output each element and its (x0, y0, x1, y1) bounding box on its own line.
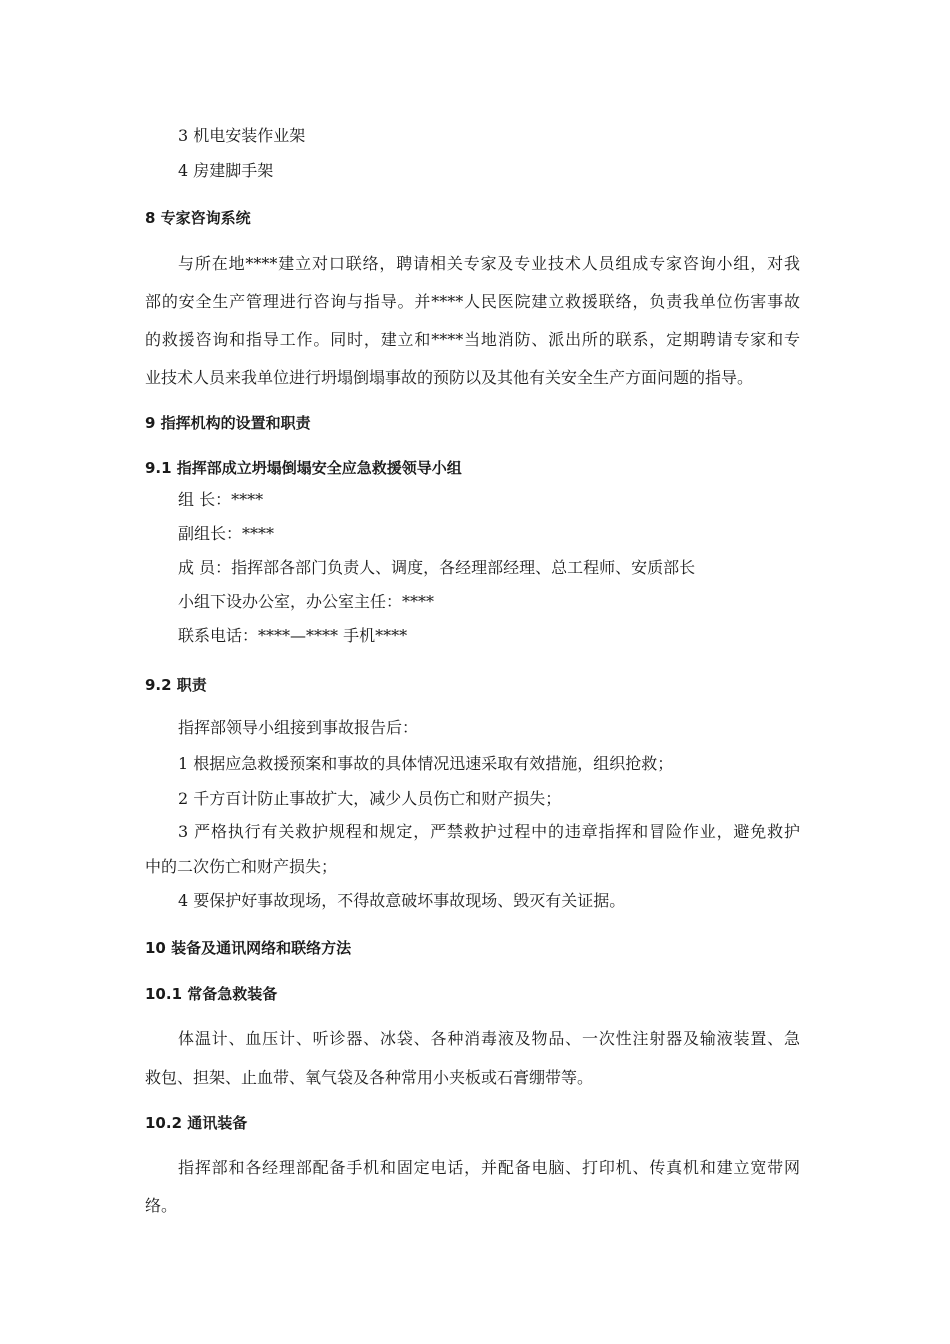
subsection-heading: 9.2 职责 (145, 676, 207, 694)
paragraph-line: 络。 (145, 1196, 178, 1215)
paragraph-line: 的救援咨询和指导工作。同时，建立和****当地消防、派出所的联系，定期聘请专家和专 (145, 330, 800, 349)
list-item: 3 严格执行有关救护规程和规定，严禁救护过程中的违章指挥和冒险作业，避免救护 (178, 822, 800, 841)
member-line: 小组下设办公室，办公室主任：**** (178, 592, 435, 611)
paragraph-line: 部的安全生产管理进行咨询与指导。并****人民医院建立救援联络，负责我单位伤害事故 (145, 292, 800, 311)
section-heading: 10 装备及通讯网络和联络方法 (145, 939, 352, 957)
subsection-heading: 10.1 常备急救装备 (145, 985, 278, 1003)
section-heading: 9 指挥机构的设置和职责 (145, 414, 311, 432)
member-line: 成 员：指挥部各部门负责人、调度，各经理部经理、总工程师、安质部长 (178, 558, 696, 577)
paragraph-line: 指挥部和各经理部配备手机和固定电话，并配备电脑、打印机、传真机和建立宽带网 (178, 1158, 800, 1177)
list-item: 1 根据应急救援预案和事故的具体情况迅速采取有效措施，组织抢救； (178, 754, 674, 773)
paragraph-line: 指挥部领导小组接到事故报告后： (178, 718, 419, 737)
member-line: 组 长：**** (178, 490, 264, 509)
list-item: 3 机电安装作业架 (178, 126, 306, 145)
section-heading: 8 专家咨询系统 (145, 209, 251, 227)
paragraph-line: 与所在地****建立对口联络，聘请相关专家及专业技术人员组成专家咨询小组，对我 (178, 254, 800, 273)
subsection-heading: 9.1 指挥部成立坍塌倒塌安全应急救援领导小组 (145, 459, 462, 477)
paragraph-line: 救包、担架、止血带、氧气袋及各种常用小夹板或石膏绷带等。 (145, 1068, 594, 1087)
paragraph-line: 业技术人员来我单位进行坍塌倒塌事故的预防以及其他有关安全生产方面问题的指导。 (145, 368, 754, 387)
list-item: 4 要保护好事故现场，不得故意破坏事故现场、毁灭有关证据。 (178, 891, 626, 910)
subsection-heading: 10.2 通讯装备 (145, 1114, 248, 1132)
list-item: 4 房建脚手架 (178, 161, 274, 180)
list-item: 2 千方百计防止事故扩大，减少人员伤亡和财产损失； (178, 789, 562, 808)
contact-line: 联系电话：****—**** 手机**** (178, 626, 408, 645)
member-line: 副组长：**** (178, 524, 275, 543)
paragraph-line: 体温计、血压计、听诊器、冰袋、各种消毒液及物品、一次性注射器及输液装置、急 (178, 1029, 800, 1048)
list-item-continuation: 中的二次伤亡和财产损失； (145, 857, 338, 876)
